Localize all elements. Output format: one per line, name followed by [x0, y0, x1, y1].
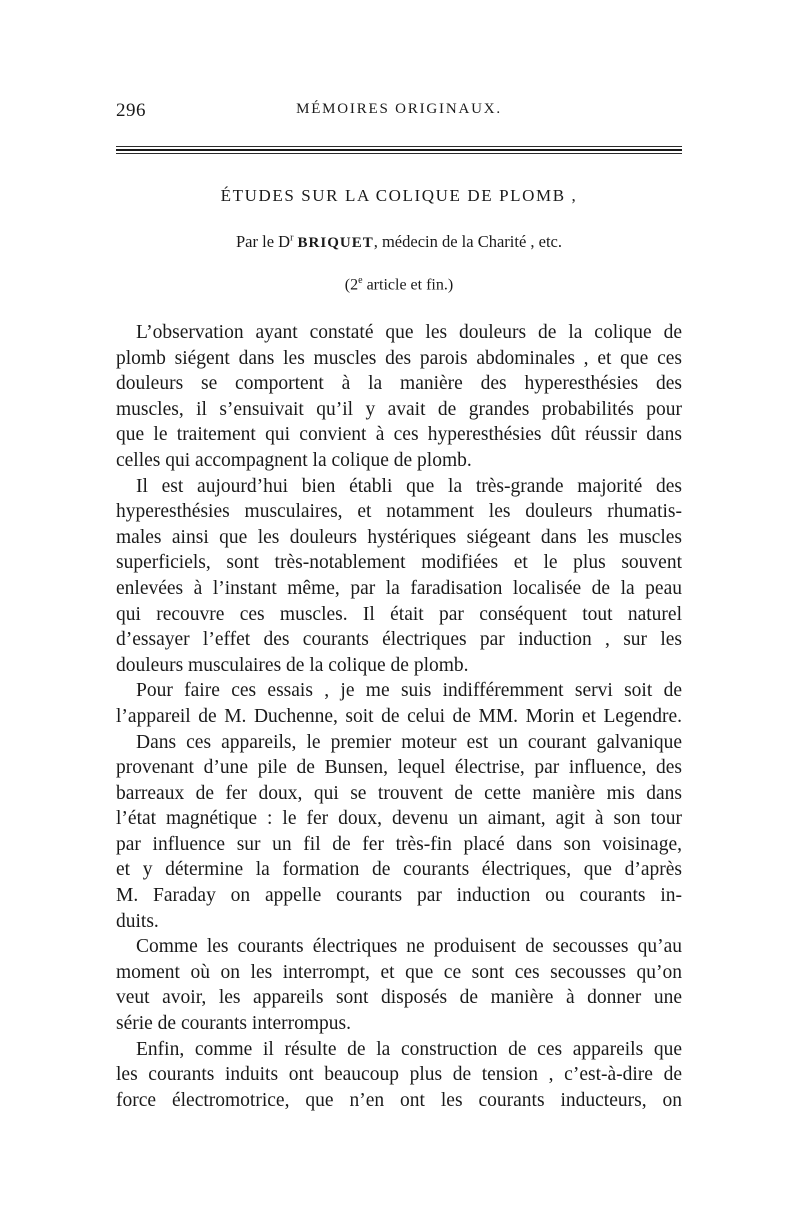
text-line: douleurs se comportent à la manière des hyperesthésies des: [116, 373, 682, 395]
text-line: Enfin, comme il résulte de la construction de ces appareils que: [136, 1038, 682, 1060]
text-line: douleurs musculaires de la colique de plomb.: [116, 654, 469, 676]
text-line: superficiels, sont très-notablement modifiées et le plus souvent: [116, 552, 682, 574]
byline-suffix: , médecin de la Charité , etc.: [373, 232, 563, 251]
note-sup: e: [358, 275, 363, 286]
text-line: l’état magnétique : le fer doux, devenu un aimant, agit à son tour: [116, 808, 682, 830]
text-line: que le traitement qui convient à ces hyperesthésies dût réussir dans: [116, 424, 682, 446]
text-line: celles qui accompagnent la colique de plomb.: [116, 449, 472, 471]
running-head: [116, 100, 682, 128]
body-text: [116, 320, 682, 1113]
author-name: BRIQUET: [297, 235, 374, 251]
note-rest: article et fin.): [362, 276, 454, 294]
text-line: Comme les courants électriques ne produisent de secousses qu’au: [136, 936, 682, 958]
rule-line-middle: [116, 149, 682, 151]
page-number: 296: [116, 100, 146, 121]
text-line: hyperesthésies musculaires, et notamment les douleurs rhumatis-: [116, 501, 682, 523]
text-line: M. Faraday on appelle courants par induction ou courants in-: [116, 885, 682, 907]
rule-line-bottom: [116, 153, 682, 154]
text-line: duits.: [116, 910, 159, 932]
text-line: et y détermine la formation de courants électriques, que d’après: [116, 859, 682, 881]
text-line: force électromotrice, que n’en ont les courants inducteurs, on: [116, 1089, 682, 1111]
article-note: [116, 275, 682, 294]
text-line: provenant d’une pile de Bunsen, lequel électrise, par influence, des: [116, 757, 682, 779]
byline: [116, 232, 682, 252]
text-line: plomb siégent dans les muscles des parois abdominales , et que ces: [116, 347, 682, 369]
text-line: l’appareil de M. Duchenne, soit de celui de MM. Morin et Legendre.: [116, 705, 682, 727]
text-line: males ainsi que les douleurs hystériques siégeant dans les muscles: [116, 526, 682, 548]
article-title: ÉTUDES SUR LA COLIQUE DE PLOMB ,: [220, 186, 578, 205]
note-open: (2: [344, 276, 359, 294]
text-line: moment où on les interrompt, et que ce sont ces secousses qu’on: [116, 961, 682, 983]
text-line: Pour faire ces essais , je me suis indifféremment servi soit de: [136, 680, 682, 702]
text-line: qui recouvre ces muscles. Il était par conséquent tout naturel: [116, 603, 682, 625]
text-line: Dans ces appareils, le premier moteur est un courant galvanique: [136, 731, 682, 753]
byline-prefix: Par le D: [235, 232, 291, 251]
byline-prefix-sup: r: [290, 232, 294, 244]
text-line: les courants induits ont beaucoup plus de tension , c’est-à-dire de: [116, 1064, 682, 1086]
text-line: série de courants interrompus.: [116, 1013, 352, 1035]
text-line: L’observation ayant constaté que les douleurs de la colique de: [136, 322, 682, 343]
running-title: MÉMOIRES ORIGINAUX.: [296, 101, 502, 117]
header-rule: [116, 146, 682, 155]
text-line: Il est aujourd’hui bien établi que la très-grande majorité des: [136, 475, 682, 497]
text-line: barreaux de fer doux, qui se trouvent de cette manière mis dans: [116, 782, 682, 804]
rule-line-top: [116, 146, 682, 147]
text-line: d’essayer l’effet des courants électriques par induction , sur les: [116, 629, 682, 651]
text-line: muscles, il s’ensuivait qu’il y avait de grandes probabilités pour: [116, 398, 682, 420]
text-line: enlevées à l’instant même, par la faradisation localisée de la peau: [116, 577, 682, 599]
text-line: par influence sur un fil de fer très-fin placé dans son voisinage,: [116, 833, 682, 855]
text-line: veut avoir, les appareils sont disposés de manière à donner une: [116, 987, 682, 1009]
